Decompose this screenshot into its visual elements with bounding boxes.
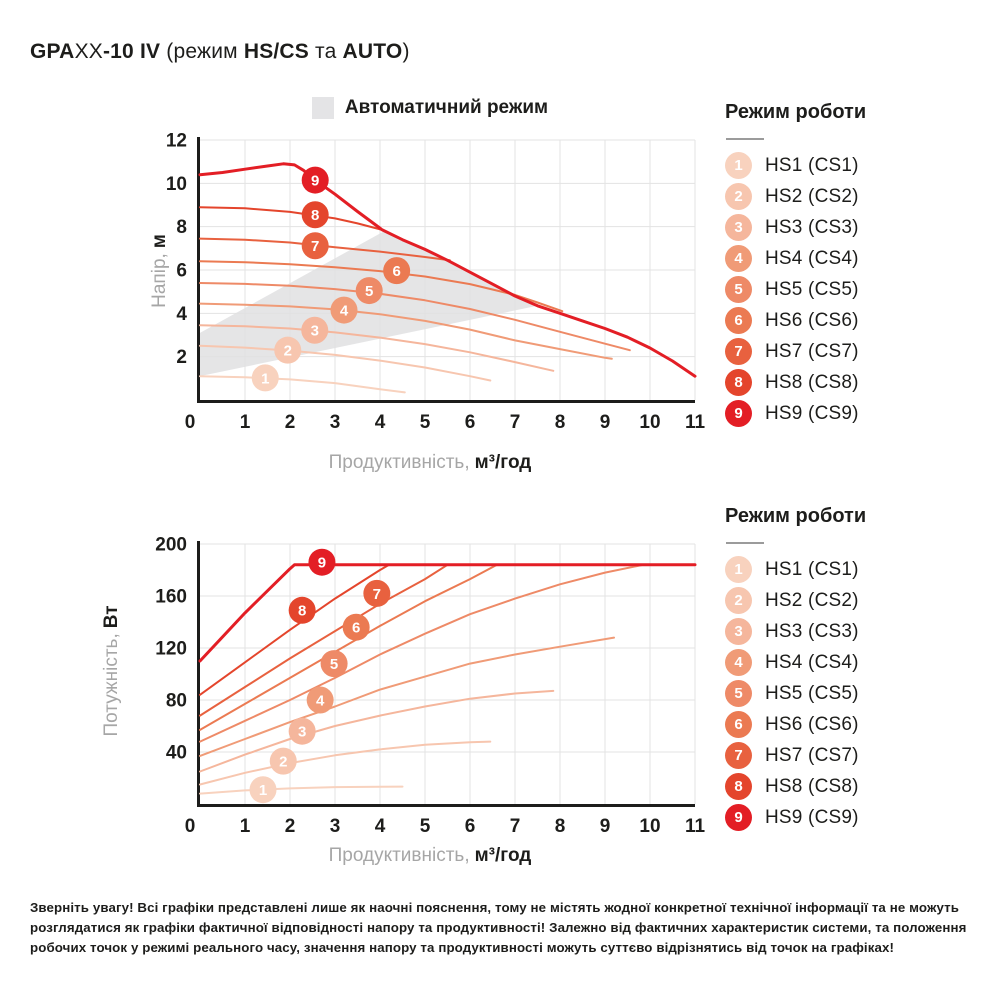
svg-text:9: 9 [317, 554, 327, 572]
legend-item [725, 150, 975, 181]
svg-text:5: 5 [329, 656, 339, 673]
svg-text:40: 40 [165, 742, 187, 764]
mode-number-badge: 9 [725, 804, 752, 831]
legend-item-label: HS3 (CS3) [765, 620, 859, 642]
svg-text:5: 5 [419, 816, 431, 837]
svg-text:4: 4 [339, 302, 349, 320]
legend-item-label: HS8 (CS8) [765, 371, 859, 393]
svg-text:7: 7 [311, 238, 320, 256]
mode-number-badge: 5 [725, 680, 752, 707]
mode-number-badge: 7 [725, 742, 752, 769]
page-title [30, 40, 410, 64]
svg-text:11: 11 [684, 816, 706, 837]
title-segment: XX [74, 40, 103, 63]
svg-text:8: 8 [311, 207, 320, 225]
x-axis-title-bottom-light: Продуктивність, [328, 845, 470, 866]
svg-text:4: 4 [374, 412, 386, 433]
legend-item-label: HS7 (CS7) [765, 340, 859, 362]
x-axis-title-top-unit-bold: м³/год [474, 452, 532, 473]
legend-item-label: HS2 (CS2) [765, 185, 859, 207]
legend-item-label: HS5 (CS5) [765, 682, 859, 704]
mode-number-badge: 7 [725, 338, 752, 365]
mode-number-badge: 8 [725, 369, 752, 396]
mode-legend-top-header: Режим роботи [725, 101, 867, 123]
svg-text:10: 10 [639, 816, 661, 837]
mode-number-badge: 3 [725, 214, 752, 241]
svg-text:3: 3 [310, 322, 319, 340]
svg-text:7: 7 [509, 816, 521, 837]
svg-text:6: 6 [351, 619, 361, 637]
legend-item [725, 771, 975, 802]
auto-mode-legend [145, 97, 715, 119]
legend-item [725, 305, 975, 336]
legend-item [725, 336, 975, 367]
svg-text:3: 3 [329, 412, 341, 433]
y-axis-title-bottom-bold: Вт [101, 605, 122, 629]
legend-item-label: HS6 (CS6) [765, 713, 859, 735]
svg-text:9: 9 [599, 412, 611, 433]
mode-number-badge: 1 [725, 152, 752, 179]
auto-mode-label: Автоматичний режим [344, 97, 549, 118]
svg-text:11: 11 [684, 412, 706, 433]
x-axis-title-top-unit-light: Продуктивність, [328, 452, 470, 473]
svg-text:200: 200 [155, 534, 187, 556]
mode-number-badge: 4 [725, 245, 752, 272]
mode-number-badge: 2 [725, 587, 752, 614]
svg-text:1: 1 [239, 412, 251, 433]
svg-text:2: 2 [279, 753, 288, 771]
legend-item-label: HS4 (CS4) [765, 651, 859, 673]
legend-item [725, 181, 975, 212]
legend-divider [726, 542, 764, 544]
svg-text:80: 80 [165, 690, 187, 712]
mode-number-badge: 8 [725, 773, 752, 800]
legend-item [725, 802, 975, 833]
legend-item [725, 709, 975, 740]
svg-text:10: 10 [165, 173, 187, 195]
mode-legend-bottom-rows [725, 554, 975, 833]
legend-item-label: HS5 (CS5) [765, 278, 859, 300]
mode-number-badge: 9 [725, 400, 752, 427]
legend-item [725, 678, 975, 709]
svg-text:9: 9 [599, 816, 611, 837]
y-axis-title-top [149, 151, 171, 391]
legend-item [725, 212, 975, 243]
x-axis-title-bottom-bold: м³/год [474, 845, 532, 866]
mode-number-badge: 4 [725, 649, 752, 676]
mode-number-badge: 5 [725, 276, 752, 303]
svg-text:3: 3 [329, 816, 341, 837]
power-flow-chart [145, 534, 715, 844]
legend-item-label: HS3 (CS3) [765, 216, 859, 238]
legend-item [725, 554, 975, 585]
svg-text:1: 1 [239, 816, 251, 837]
legend-item-label: HS6 (CS6) [765, 309, 859, 331]
title-segment: AUTO [342, 40, 403, 63]
legend-item [725, 740, 975, 771]
legend-item-label: HS9 (CS9) [765, 402, 859, 424]
svg-text:6: 6 [176, 260, 187, 282]
svg-text:6: 6 [464, 412, 476, 433]
svg-text:7: 7 [509, 412, 521, 433]
y-axis-title-bottom [101, 551, 123, 791]
svg-text:7: 7 [372, 585, 382, 603]
title-segment: HS/CS [243, 40, 310, 63]
mode-number-badge: 3 [725, 618, 752, 645]
svg-text:160: 160 [155, 586, 187, 608]
legend-item-label: HS4 (CS4) [765, 247, 859, 269]
svg-text:1: 1 [258, 782, 268, 800]
legend-item-label: HS7 (CS7) [765, 744, 859, 766]
title-segment: GPA [30, 40, 75, 63]
mode-number-badge: 6 [725, 711, 752, 738]
legend-item-label: HS9 (CS9) [765, 806, 859, 828]
svg-text:8: 8 [554, 816, 566, 837]
svg-text:120: 120 [155, 638, 187, 660]
x-axis-title-top [145, 452, 715, 474]
mode-number-badge: 6 [725, 307, 752, 334]
svg-text:4: 4 [176, 303, 187, 325]
mode-number-badge: 2 [725, 183, 752, 210]
legend-item [725, 367, 975, 398]
x-axis-title-bottom [145, 845, 715, 867]
svg-text:4: 4 [374, 816, 386, 837]
legend-item [725, 274, 975, 305]
legend-item [725, 616, 975, 647]
mode-legend-top-rows [725, 150, 975, 429]
svg-text:9: 9 [311, 172, 320, 190]
title-segment: -10 IV [102, 40, 161, 63]
svg-text:8: 8 [297, 602, 307, 620]
svg-text:2: 2 [176, 347, 187, 369]
title-segment: та [309, 40, 343, 63]
title-segment: (режим [160, 40, 244, 63]
svg-text:6: 6 [392, 263, 401, 281]
legend-item-label: HS1 (CS1) [765, 558, 859, 580]
svg-text:10: 10 [639, 412, 661, 433]
y-axis-title-top-light: Напір, [149, 253, 170, 308]
legend-item-label: HS2 (CS2) [765, 589, 859, 611]
y-axis-title-top-bold: м [149, 234, 170, 249]
legend-item-label: HS8 (CS8) [765, 775, 859, 797]
svg-text:8: 8 [554, 412, 566, 433]
legend-item [725, 398, 975, 429]
mode-number-badge: 1 [725, 556, 752, 583]
svg-text:12: 12 [165, 130, 187, 152]
legend-item [725, 647, 975, 678]
svg-text:5: 5 [419, 412, 431, 433]
legend-divider [726, 138, 764, 140]
title-segment: ) [402, 40, 410, 63]
y-axis-title-bottom-light: Потужність, [101, 633, 122, 737]
mode-legend-top [725, 101, 975, 429]
svg-text:1: 1 [261, 370, 270, 388]
svg-text:0: 0 [184, 816, 196, 837]
auto-mode-swatch-icon [312, 97, 334, 119]
svg-text:2: 2 [283, 342, 292, 360]
svg-text:4: 4 [315, 692, 325, 710]
head-flow-chart [145, 130, 715, 440]
svg-text:3: 3 [297, 723, 307, 741]
legend-item-label: HS1 (CS1) [765, 154, 859, 176]
svg-text:0: 0 [184, 412, 196, 433]
svg-text:5: 5 [365, 282, 374, 300]
disclaimer-note: Зверніть увагу! Всі графіки представлені лише як наочні пояснення, тому не містять жодної конкретної технічної інформації та не можуть розглядатися як графіки фактичної відповідності напору та продуктивності! Залежно від фактичних характеристик системи, та положення робочих точок у режимі реального часу, значення напору та продуктивності можуть суттєво відрізнятись від точок на графіках! [30, 900, 967, 955]
svg-text:8: 8 [176, 217, 187, 239]
legend-item [725, 243, 975, 274]
svg-text:6: 6 [464, 816, 476, 837]
svg-text:2: 2 [284, 816, 296, 837]
legend-item [725, 585, 975, 616]
mode-legend-bottom [725, 505, 975, 833]
mode-legend-bottom-header: Режим роботи [725, 505, 867, 527]
svg-text:2: 2 [284, 412, 296, 433]
